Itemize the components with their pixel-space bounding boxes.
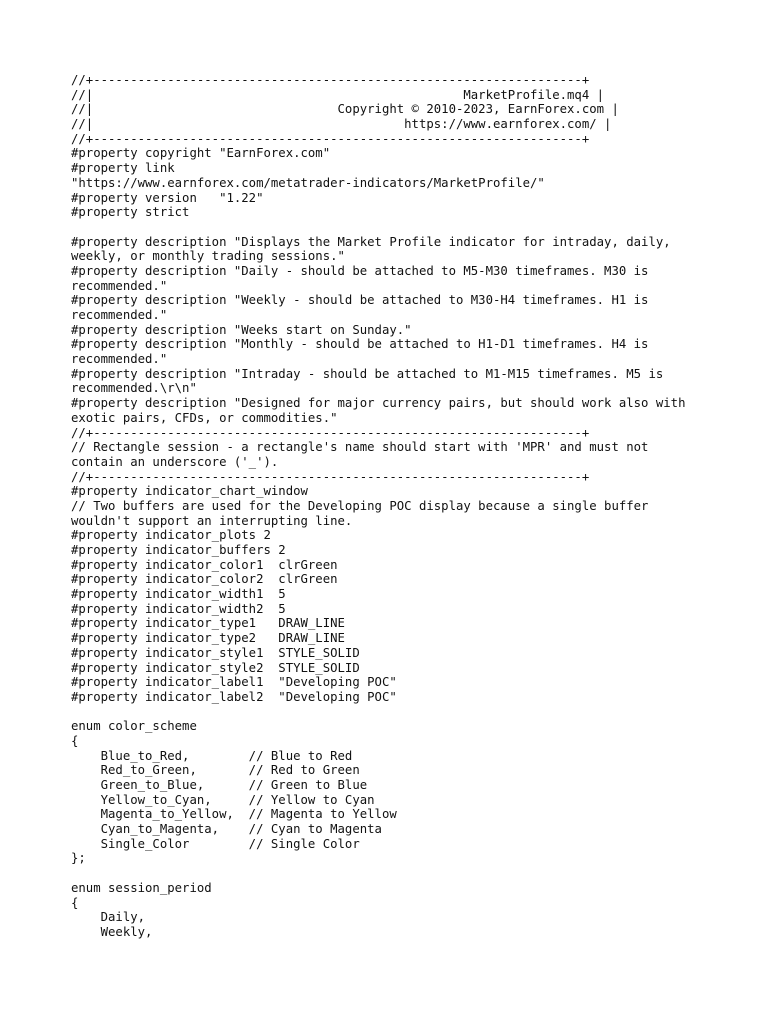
code-line: #property strict	[71, 205, 190, 220]
code-line: recommended."	[71, 278, 168, 293]
code-line: recommended."	[71, 308, 168, 322]
code-line: Red_to_Green, // Red to Green	[71, 763, 360, 778]
code-line: #property link	[71, 161, 175, 176]
code-line: #property indicator_type2 DRAW_LINE	[71, 631, 345, 646]
code-line: #property version "1.22"	[71, 190, 264, 205]
code-line: wouldn't support an interrupting line.	[71, 513, 353, 528]
code-line: enum session_period	[71, 880, 212, 895]
code-line: //| Copyright © 2010-2023, EarnForex.com |	[71, 102, 619, 117]
code-line: #property description "Intraday - should be attached to M1-M15 timeframes. M5 is	[71, 366, 664, 381]
code-line: // Rectangle session - a rectangle's name should start with 'MPR' and must not	[71, 440, 649, 455]
code-line: #property indicator_chart_window	[71, 484, 308, 499]
code-line: #property description "Weekly - should be attached to M30-H4 timeframes. H1 is	[71, 293, 649, 308]
code-line: Yellow_to_Cyan, // Yellow to Cyan	[71, 792, 375, 807]
code-line: #property indicator_color1 clrGreen	[71, 557, 338, 572]
code-line: #property indicator_color2 clrGreen	[71, 572, 338, 587]
code-line: #property description "Daily - should be attached to M5-M30 timeframes. M30 is	[71, 263, 649, 278]
code-line: //+------------------------------------------------------------------+	[71, 469, 590, 484]
code-line: recommended."	[71, 352, 168, 367]
code-line: #property description "Weeks start on Sunday."	[71, 322, 412, 337]
code-line: #property copyright "EarnForex.com"	[71, 146, 331, 161]
code-line	[71, 705, 685, 720]
code-line: //| MarketProfile.mq4 |	[71, 87, 605, 102]
code-line: recommended.\r\n"	[71, 381, 197, 396]
code-line: Cyan_to_Magenta, // Cyan to Magenta	[71, 822, 382, 837]
code-line: "https://www.earnforex.com/metatrader-indicators/MarketProfile/"	[71, 175, 545, 190]
code-line	[71, 866, 685, 881]
code-line: {	[71, 733, 79, 748]
code-line: #property indicator_style1 STYLE_SOLID	[71, 645, 360, 660]
code-line: #property indicator_plots 2	[71, 528, 271, 543]
code-line: Green_to_Blue, // Green to Blue	[71, 778, 368, 792]
code-line: #property indicator_label1 "Developing POC"	[71, 675, 397, 690]
code-line: //+------------------------------------------------------------------+	[71, 131, 590, 146]
code-line: };	[71, 851, 86, 866]
code-line: enum color_scheme	[71, 719, 197, 734]
code-line: #property description "Displays the Market Profile indicator for intraday, daily,	[71, 234, 671, 249]
code-line: Blue_to_Red, // Blue to Red	[71, 748, 353, 763]
code-line: Daily,	[71, 910, 146, 925]
code-line: Weekly,	[71, 924, 153, 939]
code-line: #property indicator_width2 5	[71, 601, 286, 616]
code-line: #property indicator_width1 5	[71, 587, 286, 602]
code-line: #property description "Monthly - should be attached to H1-D1 timeframes. H4 is	[71, 337, 649, 352]
code-line: {	[71, 895, 79, 910]
code-line: //+------------------------------------------------------------------+	[71, 73, 590, 87]
code-line: weekly, or monthly trading sessions."	[71, 249, 345, 264]
code-line	[71, 220, 685, 235]
code-line: //+------------------------------------------------------------------+	[71, 425, 590, 440]
code-line: #property indicator_type1 DRAW_LINE	[71, 616, 345, 631]
code-line: #property description "Designed for major currency pairs, but should work also with	[71, 396, 686, 411]
code-line: // Two buffers are used for the Developing POC display because a single buffer	[71, 498, 649, 513]
code-listing	[71, 73, 685, 940]
code-line: exotic pairs, CFDs, or commodities."	[71, 410, 338, 425]
code-line: //| https://www.earnforex.com/ |	[71, 117, 612, 132]
code-line: #property indicator_label2 "Developing POC"	[71, 689, 397, 704]
code-line: contain an underscore ('_').	[71, 454, 279, 469]
code-line: Magenta_to_Yellow, // Magenta to Yellow	[71, 807, 397, 822]
code-line: Single_Color // Single Color	[71, 836, 360, 851]
code-line: #property indicator_buffers 2	[71, 543, 286, 557]
code-line: #property indicator_style2 STYLE_SOLID	[71, 660, 360, 675]
